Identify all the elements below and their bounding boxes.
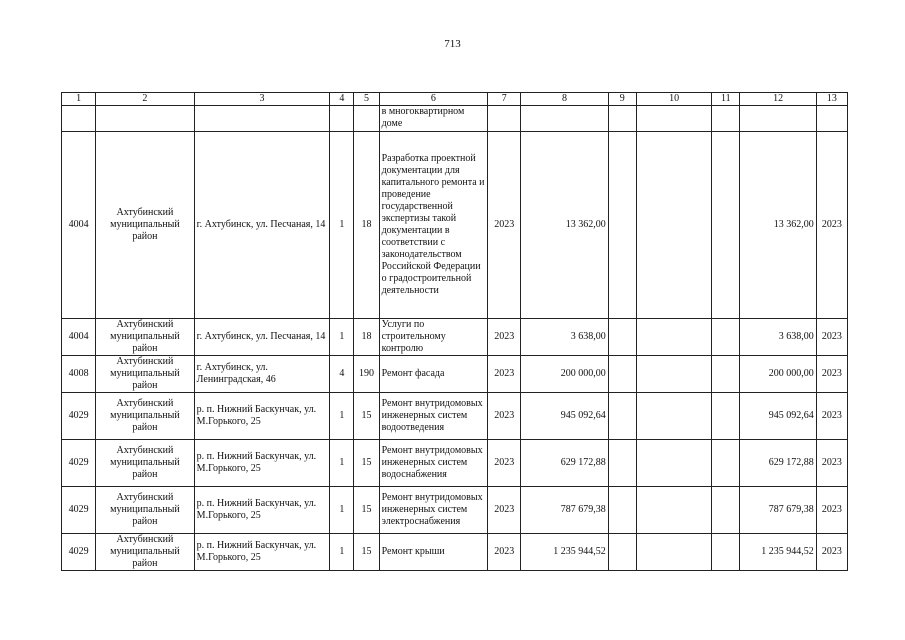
- column-11-cell: [712, 356, 740, 393]
- cost-cell: 629 172,88: [521, 440, 608, 487]
- column-number: 2: [96, 93, 195, 106]
- district-cell: Ахтубинский муниципальный район: [96, 319, 195, 356]
- column-10-cell: [636, 132, 711, 319]
- column-5-cell: 190: [354, 356, 379, 393]
- completion-year-cell: 2023: [816, 319, 847, 356]
- work-type-cell: Ремонт внутридомовых инженерных систем водоснабжения: [379, 440, 488, 487]
- table-row: [62, 440, 848, 487]
- column-10-cell: [636, 356, 711, 393]
- year-cell: 2023: [488, 132, 521, 319]
- empty-cell: [608, 106, 636, 132]
- column-11-cell: [712, 393, 740, 440]
- column-4-cell: 1: [330, 132, 354, 319]
- column-4-cell: 1: [330, 487, 354, 534]
- column-number: 8: [521, 93, 608, 106]
- cost-cell: 945 092,64: [521, 393, 608, 440]
- cost-cell: 13 362,00: [521, 132, 608, 319]
- year-cell: 2023: [488, 440, 521, 487]
- work-type-cell: Ремонт внутридомовых инженерных систем электроснабжения: [379, 487, 488, 534]
- column-4-cell: 1: [330, 319, 354, 356]
- column-5-cell: 15: [354, 534, 379, 571]
- column-5-cell: 15: [354, 487, 379, 534]
- column-9-cell: [608, 534, 636, 571]
- object-number-cell: 4029: [62, 393, 96, 440]
- work-type-cell: Ремонт фасада: [379, 356, 488, 393]
- empty-cell: [62, 106, 96, 132]
- column-11-cell: [712, 132, 740, 319]
- total-cost-cell: 787 679,38: [740, 487, 816, 534]
- column-number: 6: [379, 93, 488, 106]
- column-5-cell: 18: [354, 319, 379, 356]
- column-number: 13: [816, 93, 847, 106]
- address-cell: р. п. Нижний Баскунчак, ул. М.Горького, 25: [194, 440, 330, 487]
- total-cost-cell: 3 638,00: [740, 319, 816, 356]
- table-row: [62, 487, 848, 534]
- empty-cell: [816, 106, 847, 132]
- district-cell: Ахтубинский муниципальный район: [96, 132, 195, 319]
- district-cell: Ахтубинский муниципальный район: [96, 487, 195, 534]
- column-9-cell: [608, 356, 636, 393]
- empty-cell: [712, 106, 740, 132]
- column-11-cell: [712, 440, 740, 487]
- empty-cell: [354, 106, 379, 132]
- continuation-row: [62, 106, 848, 132]
- district-cell: Ахтубинский муниципальный район: [96, 440, 195, 487]
- district-cell: Ахтубинский муниципальный район: [96, 356, 195, 393]
- district-cell: Ахтубинский муниципальный район: [96, 393, 195, 440]
- empty-cell: [740, 106, 816, 132]
- column-4-cell: 1: [330, 393, 354, 440]
- address-cell: р. п. Нижний Баскунчак, ул. М.Горького, 25: [194, 393, 330, 440]
- work-type-cell: в многоквартирном доме: [379, 106, 488, 132]
- year-cell: 2023: [488, 319, 521, 356]
- completion-year-cell: 2023: [816, 534, 847, 571]
- table-row: [62, 319, 848, 356]
- completion-year-cell: 2023: [816, 440, 847, 487]
- column-11-cell: [712, 487, 740, 534]
- column-number: 9: [608, 93, 636, 106]
- work-type-cell: Ремонт внутридомовых инженерных систем водоотведения: [379, 393, 488, 440]
- completion-year-cell: 2023: [816, 487, 847, 534]
- repair-plan-table: [61, 92, 848, 571]
- completion-year-cell: 2023: [816, 356, 847, 393]
- column-5-cell: 15: [354, 393, 379, 440]
- table-row: [62, 132, 848, 319]
- completion-year-cell: 2023: [816, 393, 847, 440]
- table-row: [62, 393, 848, 440]
- work-type-cell: Ремонт крыши: [379, 534, 488, 571]
- total-cost-cell: 629 172,88: [740, 440, 816, 487]
- column-10-cell: [636, 440, 711, 487]
- work-type-cell: Разработка проектной документации для капитального ремонта и проведение государственной экспертизы такой документации в соответствии с законодательством Российской Федерации о градостроительной деятельности: [379, 132, 488, 319]
- column-9-cell: [608, 393, 636, 440]
- completion-year-cell: 2023: [816, 132, 847, 319]
- total-cost-cell: 13 362,00: [740, 132, 816, 319]
- table-row: [62, 356, 848, 393]
- column-number: 7: [488, 93, 521, 106]
- column-number: 4: [330, 93, 354, 106]
- column-10-cell: [636, 319, 711, 356]
- column-11-cell: [712, 534, 740, 571]
- total-cost-cell: 1 235 944,52: [740, 534, 816, 571]
- object-number-cell: 4008: [62, 356, 96, 393]
- object-number-cell: 4029: [62, 534, 96, 571]
- year-cell: 2023: [488, 393, 521, 440]
- address-cell: р. п. Нижний Баскунчак, ул. М.Горького, 25: [194, 487, 330, 534]
- address-cell: г. Ахтубинск, ул. Песчаная, 14: [194, 132, 330, 319]
- column-9-cell: [608, 487, 636, 534]
- object-number-cell: 4004: [62, 319, 96, 356]
- empty-cell: [330, 106, 354, 132]
- year-cell: 2023: [488, 356, 521, 393]
- cost-cell: 1 235 944,52: [521, 534, 608, 571]
- column-5-cell: 15: [354, 440, 379, 487]
- empty-cell: [96, 106, 195, 132]
- total-cost-cell: 200 000,00: [740, 356, 816, 393]
- total-cost-cell: 945 092,64: [740, 393, 816, 440]
- column-11-cell: [712, 319, 740, 356]
- empty-cell: [488, 106, 521, 132]
- page-number: 713: [444, 38, 461, 50]
- column-number: 12: [740, 93, 816, 106]
- column-number: 5: [354, 93, 379, 106]
- address-cell: р. п. Нижний Баскунчак, ул. М.Горького, 25: [194, 534, 330, 571]
- empty-cell: [194, 106, 330, 132]
- table-row: [62, 534, 848, 571]
- column-number: 1: [62, 93, 96, 106]
- empty-cell: [636, 106, 711, 132]
- column-4-cell: 1: [330, 440, 354, 487]
- object-number-cell: 4004: [62, 132, 96, 319]
- cost-cell: 3 638,00: [521, 319, 608, 356]
- object-number-cell: 4029: [62, 440, 96, 487]
- address-cell: г. Ахтубинск, ул. Ленинградская, 46: [194, 356, 330, 393]
- column-number-row: [62, 93, 848, 106]
- year-cell: 2023: [488, 487, 521, 534]
- column-number: 11: [712, 93, 740, 106]
- column-10-cell: [636, 487, 711, 534]
- work-type-cell: Услуги по строительному контролю: [379, 319, 488, 356]
- cost-cell: 787 679,38: [521, 487, 608, 534]
- column-10-cell: [636, 534, 711, 571]
- column-number: 3: [194, 93, 330, 106]
- column-9-cell: [608, 440, 636, 487]
- cost-cell: 200 000,00: [521, 356, 608, 393]
- column-10-cell: [636, 393, 711, 440]
- column-4-cell: 1: [330, 534, 354, 571]
- empty-cell: [521, 106, 608, 132]
- column-5-cell: 18: [354, 132, 379, 319]
- column-9-cell: [608, 132, 636, 319]
- column-9-cell: [608, 319, 636, 356]
- object-number-cell: 4029: [62, 487, 96, 534]
- year-cell: 2023: [488, 534, 521, 571]
- column-4-cell: 4: [330, 356, 354, 393]
- district-cell: Ахтубинский муниципальный район: [96, 534, 195, 571]
- column-number: 10: [636, 93, 711, 106]
- address-cell: г. Ахтубинск, ул. Песчаная, 14: [194, 319, 330, 356]
